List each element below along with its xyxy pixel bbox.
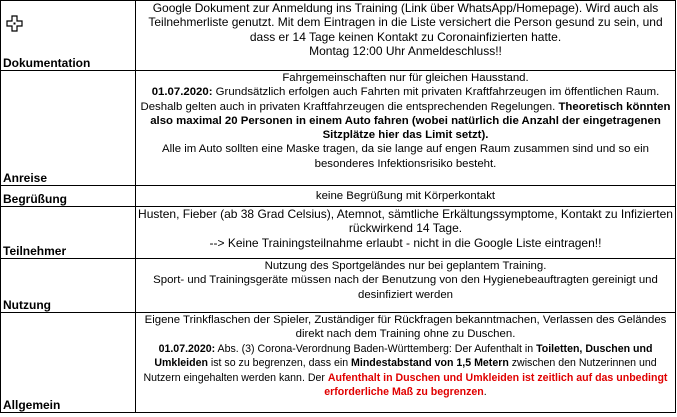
table-row-teilnehmer [1,207,676,259]
content-line: Google Dokument zur Anmeldung ins Training (Link über WhatsApp/Homepage). Wird auch als Teilnehmerliste genutzt. Mit dem Eintragen in die Liste versichert die Person gesund zu sein, und dass er 14 Tage keinen Kontakt zu Coronainfizierten hatte. [148,1,663,44]
row-label-nutzung [1,259,136,313]
row-label-allgemein [1,313,136,413]
row-content-anreise [136,71,676,186]
row-label-anreise [1,71,136,186]
table-row-nutzung [1,259,676,313]
row-label-text: Allgemein [3,398,61,412]
content-line: Alle im Auto sollten eine Maske tragen, da sie lange auf engen Raum zusammen sind und so ein besonderes Infektionsrisiko besteht. [162,143,649,170]
row-label-text: Anreise [3,171,48,185]
content-text: ist so zu begrenzen, dass ein [207,357,352,370]
content-text: . [483,386,487,399]
emphasized-text: Theoretisch könnten also maximal 20 Personen in einem Auto fahren (wobei natürlich die Anzahl der eingetragenen Sitzplätze hier das Limit setzt). [150,100,671,142]
row-label-teilnehmer [1,207,136,259]
row-label-text: Nutzung [3,298,51,312]
content-line: Nutzung des Sportgeländes nur bei geplantem Training. [264,260,547,272]
table-row-anreise [1,71,676,186]
content-line: Sport- und Trainingsgeräte müssen nach der Benutzung von den Hygienebeauftragten gereinigt und desinfiziert werden [153,274,658,301]
row-content-teilnehmer [136,207,676,259]
content-paragraph [138,342,673,400]
row-content-nutzung [136,259,676,313]
row-label-text: Teilnehmer [3,244,67,258]
table-row-dokumentation [1,1,676,71]
content-line: --> Keine Trainingsteilnahme erlaubt - nicht in die Google Liste eintragen!! [209,235,602,250]
row-label-dokumentation [1,1,136,71]
emphasized-text: Toiletten, Duschen und Umkleiden [154,342,653,370]
row-label-begruessung [1,186,136,207]
row-content-dokumentation [136,1,676,71]
date-label: 01.07.2020: [151,86,213,99]
row-label-text: Begrüßung [3,192,67,206]
content-line: Husten, Fieber (ab 38 Grad Celsius), Atemnot, sämtliche Erkältungssymptome, Kontakt zu Infizierten rückwirkend 14 Tage. [138,207,673,236]
emphasized-text: Mindestabstand von 1,5 Metern [351,357,509,370]
content-line: keine Begrüßung mit Körperkontakt [315,189,496,202]
content-text: Grundsätzlich erfolgen auch Fahrten mit privaten Kraftfahrzeugen im öffentlichen Raum. Deshalb gelten auch in privaten Kraftfahrzeugen die entsprechenden Regelungen. [140,86,660,113]
content-line: Fahrgemeinschaften nur für gleichen Hausstand. [282,72,529,84]
content-text: Abs. (3) Corona-Verordnung Baden-Württemberg: Der Aufenthalt in [215,342,537,355]
row-content-begruessung [136,186,676,207]
content-line: Montag 12:00 Uhr Anmeldeschluss!! [309,43,502,58]
table-row-allgemein [1,313,676,413]
date-label: 01.07.2020: [158,342,216,355]
warning-text: Aufenthalt in Duschen und Umkleiden ist zeitlich auf das unbedingt erforderliche Maß zu begrenzen [324,371,668,399]
content-line: Eigene Trinkflaschen der Spieler, Zuständiger für Rückfragen bekanntmachen, Verlassen des Geländes direkt nach dem Training ohne zu Duschen. [144,314,667,341]
row-content-allgemein [136,313,676,413]
content-paragraph [138,85,673,142]
move-cursor-icon [6,15,23,32]
table-row-begruessung [1,186,676,207]
content-text: zwischen den Nutzerinnen und Nutzern eingehalten werden kann. Der [143,357,657,384]
row-label-text: Dokumentation [3,56,91,70]
